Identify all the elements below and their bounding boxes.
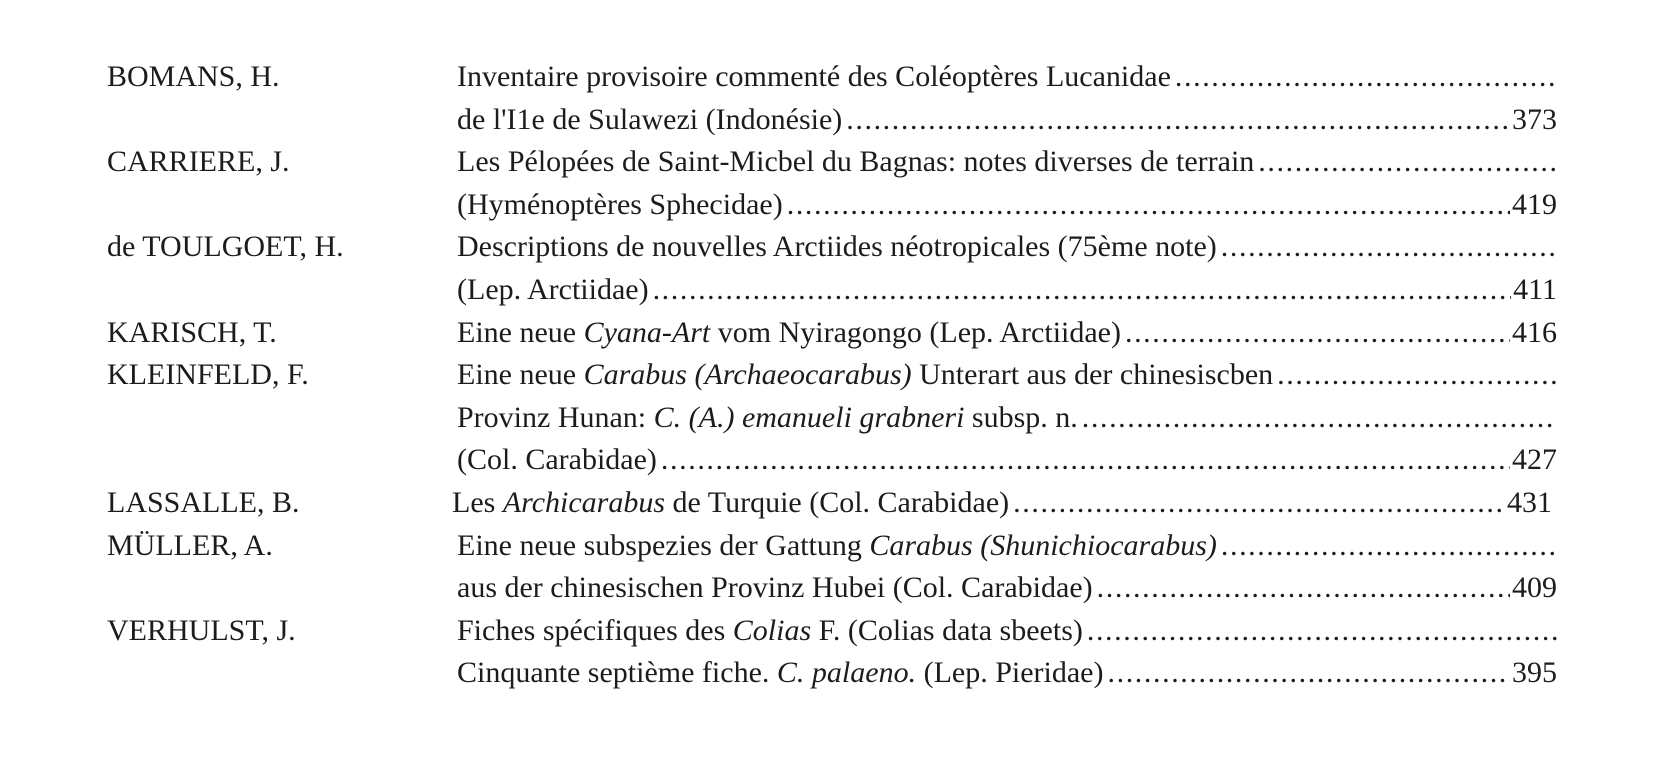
title-italic-text: C. palaeno. [776,656,917,690]
title-text: Les Pélopées de Saint-Micbel du Bagnas: notes diverses de terrain [457,145,1255,179]
page-number: 431 [1507,486,1552,519]
title-text: Inventaire provisoire commenté des Coléoptères Lucanidae [457,60,1171,93]
entry-title-line [457,525,1557,567]
dot-leader [1013,482,1505,524]
page-number: 409 [1512,571,1557,605]
page-number: 395 [1512,656,1557,690]
entry-author: KARISCH, T. [107,315,277,349]
entry-title-line [457,269,1557,311]
entry-author: KLEINFELD, F. [107,358,309,392]
toc-entry [0,312,1672,355]
title-text: (Lep. Pieridae) [916,656,1104,690]
dot-leader [787,184,1510,226]
title-text: Les [452,486,503,519]
dot-leader [1087,610,1557,652]
entry-title-line [457,652,1557,694]
entry-author: VERHULST, J. [107,613,296,647]
toc-entry [0,141,1672,226]
title-text: Descriptions de nouvelles Arctiides néotropicales (75ème note) [457,230,1217,264]
entry-title-line [457,354,1557,396]
entry-author: de TOULGOET, H. [107,230,344,264]
entry-title-line [457,141,1557,183]
dot-leader [846,99,1510,141]
page-number: 373 [1512,102,1557,136]
toc-entry [0,56,1672,141]
page-number: 427 [1512,443,1557,477]
entry-title-line [457,184,1557,226]
dot-leader [661,439,1510,481]
title-italic-text: Carabus (Shunichiocarabus) [869,528,1217,562]
entry-title-line [457,56,1557,98]
title-text: (Lep. Arctiidae) [457,272,649,306]
title-text: de l'I1e de Sulawezi (Indonésie) [457,102,843,136]
dot-leader [1175,56,1557,98]
entry-author: CARRIERE, J. [107,145,290,179]
title-text: aus der chinesischen Provinz Hubei (Col. Carabidae) [457,571,1093,605]
toc-entry [0,482,1672,525]
entry-author: LASSALLE, B. [107,486,300,519]
title-italic-text: Archicarabus [502,486,666,519]
entry-title-line [457,397,1557,439]
title-text: Eine neue [457,358,584,392]
page-number: 416 [1512,315,1557,349]
title-text: Eine neue subspezies der Gattung [457,528,870,562]
title-italic-text: C. (A.) emanueli grabneri [653,400,965,434]
entry-title-line [457,439,1557,481]
title-text: Unterart aus der chinesiscben [911,358,1274,392]
dot-leader [1258,141,1557,183]
dot-leader [653,269,1512,311]
title-text: subsp. n. [964,400,1078,434]
title-italic-text: Colias [732,613,812,647]
page-number: 419 [1512,187,1557,221]
title-italic-text: Carabus (Archaeocarabus) [583,358,912,392]
title-text: Cinquante septième fiche. [457,656,777,690]
title-text: F. (Colias data sbeets) [811,613,1083,647]
title-text: de Turquie (Col. Carabidae) [665,486,1010,519]
dot-leader [1125,312,1510,354]
title-text: Fiches spécifiques des [457,613,733,647]
title-italic-text: Cyana-Art [583,315,711,349]
toc-entry [0,525,1672,610]
entry-author: MÜLLER, A. [107,528,273,562]
entry-title-line [457,99,1557,141]
toc-entry [0,610,1672,695]
entry-title-line [457,226,1557,268]
entry-author: BOMANS, H. [107,60,280,93]
dot-leader [1108,652,1511,694]
title-text: (Col. Carabidae) [457,443,657,477]
toc-entry [0,354,1672,482]
title-text: Eine neue [457,315,584,349]
dot-leader [1097,567,1510,609]
entry-title-line [457,567,1557,609]
entry-title-line [457,610,1557,652]
dot-leader [1221,525,1557,567]
page-number: 411 [1513,272,1557,306]
toc-entry [0,226,1672,311]
title-text: (Hyménoptères Sphecidae) [457,187,783,221]
dot-leader [1082,397,1557,439]
title-text: Provinz Hunan: [457,400,654,434]
title-text: vom Nyiragongo (Lep. Arctiidae) [710,315,1121,349]
dot-leader [1277,354,1557,396]
dot-leader [1221,226,1557,268]
entry-title-line [457,312,1557,354]
entry-title-line [452,482,1552,524]
